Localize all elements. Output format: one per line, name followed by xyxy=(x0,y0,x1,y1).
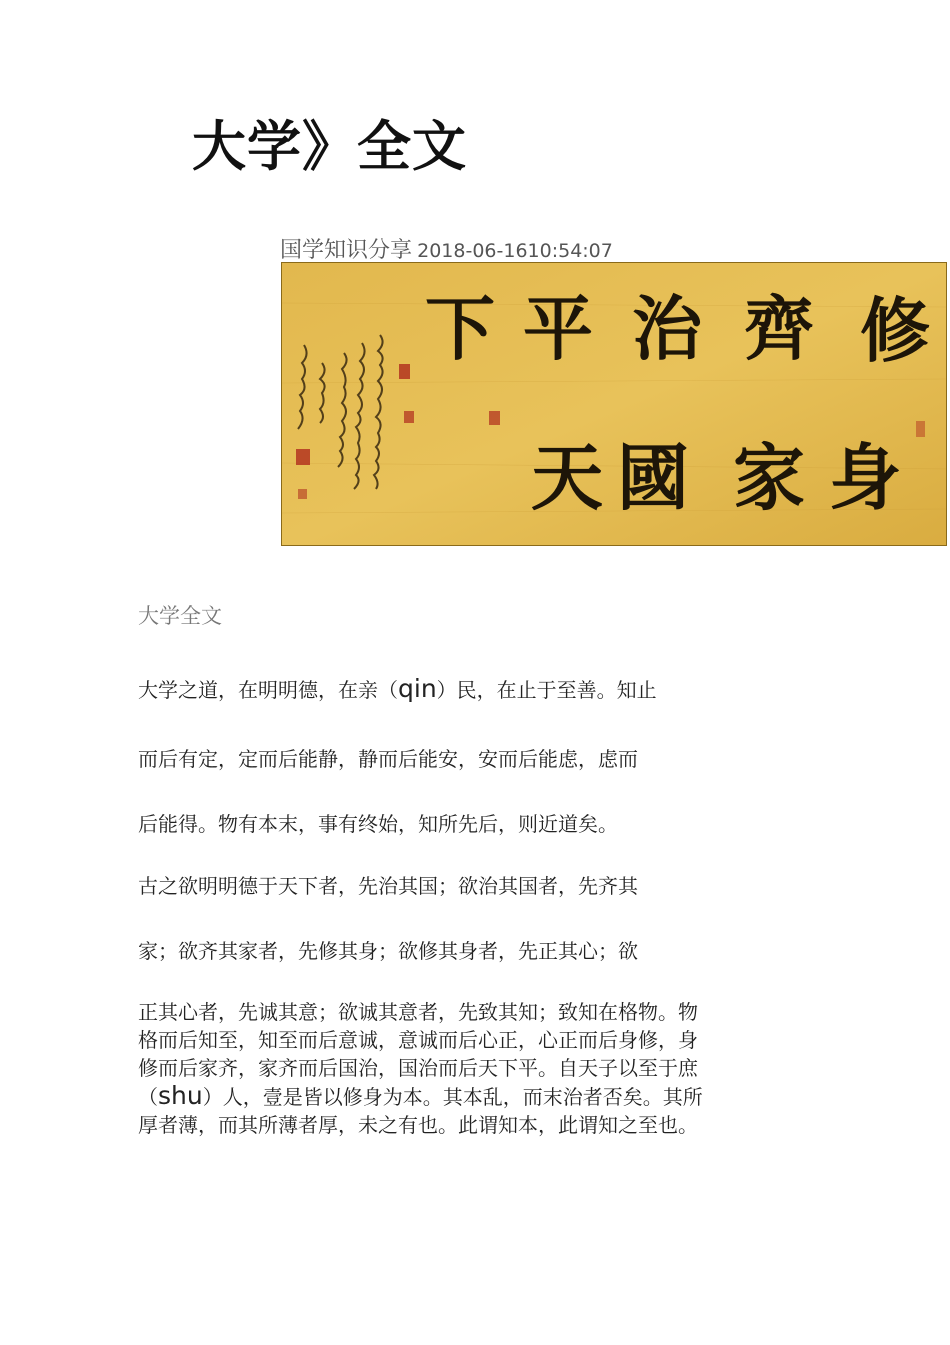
pinyin-annotation: shu xyxy=(158,1081,203,1110)
paragraph-line xyxy=(138,674,657,703)
paragraph-block xyxy=(138,998,703,1139)
banner-char: 修 xyxy=(860,289,930,372)
banner-char: 齊 xyxy=(744,287,814,370)
paragraph-line: 修而后家齐，家齐而后国治，国治而后天下平。自天子以至于庶 xyxy=(138,1056,698,1080)
banner-char: 下 xyxy=(425,287,495,370)
text-segment: ）民，在止于至善。知止 xyxy=(436,678,657,702)
paragraph-line: 古之欲明明德于天下者，先治其国；欲治其国者，先齐其 xyxy=(138,874,638,898)
banner-char: 天 xyxy=(530,435,604,520)
paragraph-line: 格而后知至，知至而后意诚，意诚而后心正，心正而后身修，身 xyxy=(138,1028,698,1052)
section-heading: 大学全文 xyxy=(138,604,222,628)
pinyin-annotation: qin xyxy=(398,674,437,703)
paragraph-line: 而后有定，定而后能静，静而后能安，安而后能虑，虑而 xyxy=(138,747,638,771)
paragraph-line: 家；欲齐其家者，先修其身；欲修其身者，先正其心；欲 xyxy=(138,939,638,963)
banner-char: 身 xyxy=(828,435,902,520)
banner-char: 家 xyxy=(732,435,806,520)
text-segment: ）人，壹是皆以修身为本。其本乱，而末治者否矣。其所 xyxy=(202,1085,703,1109)
calligraphy-image xyxy=(281,262,947,546)
page-title: 大学》全文 xyxy=(192,115,467,178)
paragraph-line: 厚者薄，而其所薄者厚，未之有也。此谓知本，此谓知之至也。 xyxy=(138,1113,698,1137)
banner-char: 國 xyxy=(616,435,690,520)
banner-char: 治 xyxy=(632,287,702,370)
publish-date: 2018-06-1610:54:07 xyxy=(417,240,613,262)
author-name[interactable]: 国学知识分享 xyxy=(280,238,413,263)
banner-char: 平 xyxy=(523,287,593,370)
paragraph-line: 正其心者，先诚其意；欲诚其意者，先致其知；致知在格物。物 xyxy=(138,1000,698,1024)
text-segment: （ xyxy=(138,1085,158,1109)
paragraph-line: 后能得。物有本末，事有终始，知所先后，则近道矣。 xyxy=(138,812,618,836)
paragraph-line xyxy=(138,1082,703,1111)
article-meta xyxy=(280,233,613,264)
text-segment: 大学之道，在明明德，在亲（ xyxy=(138,678,398,702)
